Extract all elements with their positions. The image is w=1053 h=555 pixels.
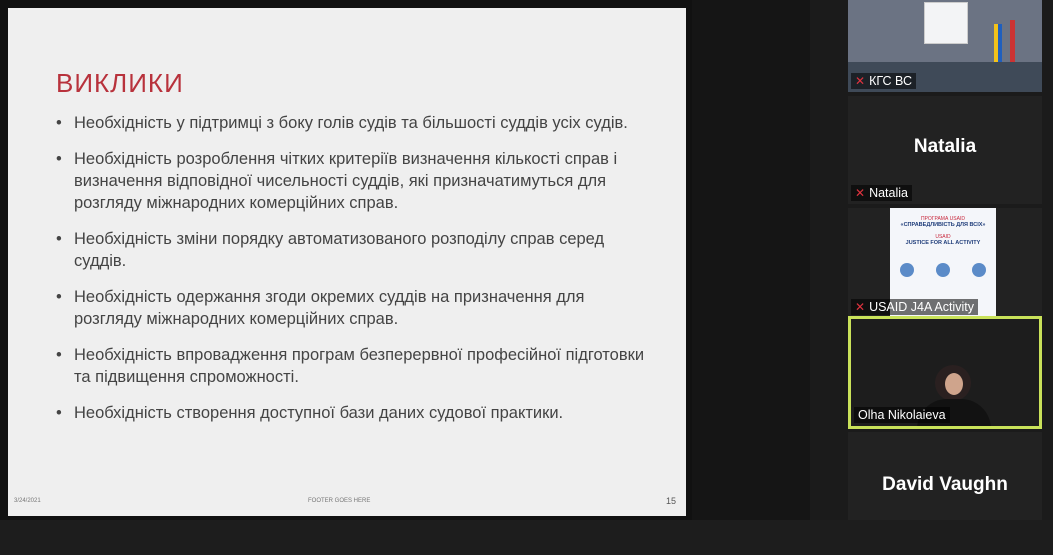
slide-title: ВИКЛИКИ xyxy=(56,68,184,98)
list-item: • Необхідність одержання згоди окремих суддів на призначення для розгляду міжнародних комерційних справ. xyxy=(56,288,585,328)
bullet-icon: • xyxy=(56,404,62,422)
participant-display-name: David Vaughn xyxy=(882,474,1008,495)
usaid-icons xyxy=(900,263,986,277)
participant-tile-kgs[interactable] xyxy=(848,0,1042,92)
people-icon xyxy=(936,263,950,277)
list-item: • Необхідність розроблення чітких критеріїв визначення кількості справ і визначення відповідної чисельності суддів, які призначатимуться для розгляду міжнародних комерційних справ. xyxy=(56,150,618,212)
participant-tile-olha-active[interactable] xyxy=(848,316,1042,429)
participant-name-label: ✕ USAID J4A Activity xyxy=(851,299,978,315)
bullet-icon: • xyxy=(56,114,62,132)
room-projector-screen xyxy=(924,2,968,44)
mic-muted-icon: ✕ xyxy=(855,74,866,88)
participant-tile-natalia[interactable] xyxy=(848,96,1042,204)
participant-name-label: Olha Nikolaieva xyxy=(854,407,950,423)
bullet-list xyxy=(56,112,656,438)
participants-panel xyxy=(810,0,1053,555)
avatar-face xyxy=(945,373,963,395)
participant-name-label: ✕ Natalia xyxy=(851,185,912,201)
empty-area xyxy=(692,0,810,520)
mic-muted-icon: ✕ xyxy=(855,300,866,314)
list-item: • Необхідність у підтримці з боку голів судів та більшості суддів усіх судів. xyxy=(56,114,628,132)
bottom-toolbar-area xyxy=(0,520,1053,555)
bullet-icon: • xyxy=(56,288,62,306)
slide-footer-date: 3/24/2021 xyxy=(14,498,41,504)
usaid-logo-card: ПРОГРАМА USAID «СПРАВЕДЛИВІСТЬ ДЛЯ ВСІХ» USAID JUSTICE FOR ALL ACTIVITY xyxy=(890,208,996,318)
presentation-slide xyxy=(8,8,686,516)
list-item: • Необхідність зміни порядку автоматизованого розподілу справ серед суддів. xyxy=(56,230,605,270)
participant-tile-usaid[interactable] xyxy=(848,208,1042,318)
list-item: • Необхідність впровадження програм безперервної професійної підготовки та підвищення спроможності. xyxy=(56,346,645,386)
bullet-icon: • xyxy=(56,346,62,364)
globe-icon xyxy=(900,263,914,277)
participant-name-label: ✕ КГС ВС xyxy=(851,73,916,89)
participant-display-name: Natalia xyxy=(913,136,977,157)
bullet-icon: • xyxy=(56,150,62,168)
list-item: • Необхідність створення доступної бази даних судової практики. xyxy=(56,404,564,422)
slide-page-number: 15 xyxy=(665,496,676,506)
slide-footer-text: FOOTER GOES HERE xyxy=(308,498,371,504)
shield-icon xyxy=(972,263,986,277)
bullet-icon: • xyxy=(56,230,62,248)
mic-muted-icon: ✕ xyxy=(855,186,866,200)
